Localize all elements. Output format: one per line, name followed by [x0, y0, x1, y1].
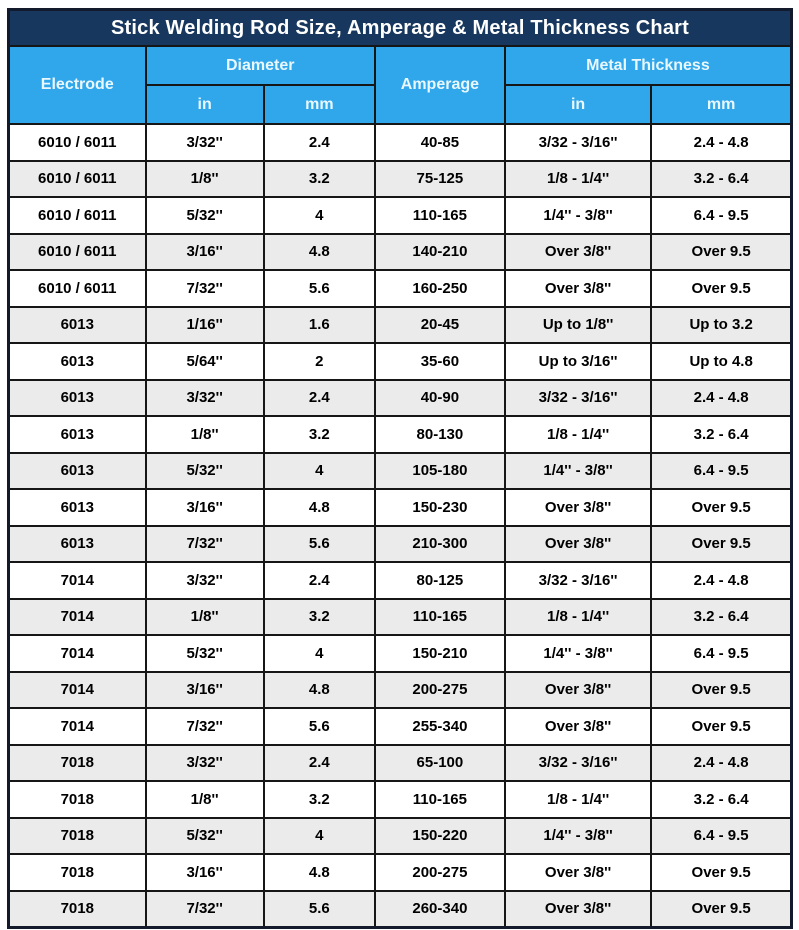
electrode-cell: 7014 [9, 708, 146, 745]
diameter-mm-cell: 4.8 [264, 489, 375, 526]
table-row [9, 672, 792, 709]
thickness-mm-cell: 2.4 - 4.8 [651, 380, 791, 417]
amperage-cell: 150-220 [375, 818, 505, 855]
electrode-cell: 7014 [9, 562, 146, 599]
table-row [9, 708, 792, 745]
diameter-mm-cell: 4.8 [264, 854, 375, 891]
electrode-cell: 7018 [9, 854, 146, 891]
diameter-in-cell: 5/64'' [146, 343, 264, 380]
thickness-mm-cell: Over 9.5 [651, 708, 791, 745]
diameter-in-cell: 3/16'' [146, 854, 264, 891]
electrode-cell: 7018 [9, 745, 146, 782]
electrode-cell: 6010 / 6011 [9, 124, 146, 161]
electrode-cell: 7018 [9, 818, 146, 855]
table-row [9, 818, 792, 855]
electrode-cell: 7014 [9, 672, 146, 709]
thickness-mm-cell: 2.4 - 4.8 [651, 562, 791, 599]
thickness-mm-cell: 3.2 - 6.4 [651, 161, 791, 198]
diameter-in-cell: 5/32'' [146, 635, 264, 672]
table-row [9, 197, 792, 234]
thickness-mm-cell: Up to 4.8 [651, 343, 791, 380]
amperage-cell: 110-165 [375, 781, 505, 818]
table-row [9, 380, 792, 417]
thickness-in-cell: Over 3/8'' [505, 526, 651, 563]
amperage-cell: 40-85 [375, 124, 505, 161]
diameter-in-cell: 7/32'' [146, 526, 264, 563]
thickness-mm-cell: Over 9.5 [651, 489, 791, 526]
diameter-in-cell: 1/8'' [146, 416, 264, 453]
thickness-in-cell: 1/8 - 1/4'' [505, 161, 651, 198]
diameter-in-cell: 3/16'' [146, 234, 264, 271]
diameter-in-cell: 5/32'' [146, 818, 264, 855]
diameter-in-cell: 1/8'' [146, 781, 264, 818]
amperage-cell: 210-300 [375, 526, 505, 563]
amperage-cell: 150-230 [375, 489, 505, 526]
amperage-cell: 160-250 [375, 270, 505, 307]
diameter-in-cell: 3/32'' [146, 380, 264, 417]
thickness-in-cell: 3/32 - 3/16'' [505, 562, 651, 599]
diameter-mm-cell: 2.4 [264, 745, 375, 782]
diameter-mm-cell: 3.2 [264, 161, 375, 198]
electrode-cell: 6013 [9, 307, 146, 344]
diameter-mm-cell: 4 [264, 453, 375, 490]
amperage-cell: 110-165 [375, 599, 505, 636]
table-row [9, 489, 792, 526]
thickness-in-cell: Up to 1/8'' [505, 307, 651, 344]
diameter-in-cell: 7/32'' [146, 708, 264, 745]
header-metal-thickness: Metal Thickness [505, 46, 792, 85]
thickness-in-cell: 1/8 - 1/4'' [505, 416, 651, 453]
diameter-in-cell: 3/32'' [146, 124, 264, 161]
header-thickness-mm: mm [651, 85, 791, 124]
electrode-cell: 6013 [9, 453, 146, 490]
electrode-cell: 6010 / 6011 [9, 161, 146, 198]
thickness-mm-cell: Over 9.5 [651, 891, 791, 928]
amperage-cell: 80-130 [375, 416, 505, 453]
electrode-cell: 7018 [9, 781, 146, 818]
diameter-mm-cell: 2.4 [264, 124, 375, 161]
table-header [9, 10, 792, 125]
header-electrode: Electrode [9, 46, 146, 124]
amperage-cell: 255-340 [375, 708, 505, 745]
diameter-in-cell: 3/16'' [146, 672, 264, 709]
table-body [9, 124, 792, 927]
thickness-mm-cell: Over 9.5 [651, 270, 791, 307]
diameter-mm-cell: 4 [264, 635, 375, 672]
diameter-mm-cell: 3.2 [264, 416, 375, 453]
table-row [9, 526, 792, 563]
thickness-mm-cell: 3.2 - 6.4 [651, 416, 791, 453]
electrode-cell: 6013 [9, 526, 146, 563]
diameter-in-cell: 1/8'' [146, 599, 264, 636]
diameter-mm-cell: 5.6 [264, 708, 375, 745]
amperage-cell: 65-100 [375, 745, 505, 782]
table-row [9, 635, 792, 672]
amperage-cell: 200-275 [375, 854, 505, 891]
electrode-cell: 7014 [9, 599, 146, 636]
amperage-cell: 260-340 [375, 891, 505, 928]
header-amperage: Amperage [375, 46, 505, 124]
electrode-cell: 6013 [9, 343, 146, 380]
thickness-in-cell: 3/32 - 3/16'' [505, 745, 651, 782]
header-diameter: Diameter [146, 46, 375, 85]
thickness-in-cell: Up to 3/16'' [505, 343, 651, 380]
electrode-cell: 7018 [9, 891, 146, 928]
electrode-cell: 6013 [9, 380, 146, 417]
electrode-cell: 6010 / 6011 [9, 234, 146, 271]
thickness-mm-cell: Over 9.5 [651, 234, 791, 271]
amperage-cell: 110-165 [375, 197, 505, 234]
thickness-in-cell: 1/4'' - 3/8'' [505, 197, 651, 234]
electrode-cell: 6010 / 6011 [9, 197, 146, 234]
thickness-mm-cell: 2.4 - 4.8 [651, 124, 791, 161]
thickness-mm-cell: Over 9.5 [651, 526, 791, 563]
table-row [9, 854, 792, 891]
header-thickness-in: in [505, 85, 651, 124]
diameter-mm-cell: 4 [264, 197, 375, 234]
diameter-in-cell: 1/16'' [146, 307, 264, 344]
diameter-mm-cell: 2 [264, 343, 375, 380]
diameter-mm-cell: 4.8 [264, 672, 375, 709]
table-row [9, 453, 792, 490]
thickness-in-cell: 1/4'' - 3/8'' [505, 635, 651, 672]
thickness-in-cell: Over 3/8'' [505, 234, 651, 271]
diameter-mm-cell: 4.8 [264, 234, 375, 271]
thickness-in-cell: Over 3/8'' [505, 854, 651, 891]
thickness-mm-cell: 6.4 - 9.5 [651, 818, 791, 855]
diameter-in-cell: 1/8'' [146, 161, 264, 198]
thickness-in-cell: 1/4'' - 3/8'' [505, 818, 651, 855]
diameter-mm-cell: 5.6 [264, 270, 375, 307]
header-diameter-in: in [146, 85, 264, 124]
thickness-mm-cell: Over 9.5 [651, 854, 791, 891]
diameter-in-cell: 3/32'' [146, 562, 264, 599]
amperage-cell: 200-275 [375, 672, 505, 709]
diameter-mm-cell: 4 [264, 818, 375, 855]
diameter-mm-cell: 5.6 [264, 526, 375, 563]
diameter-mm-cell: 1.6 [264, 307, 375, 344]
amperage-cell: 20-45 [375, 307, 505, 344]
table-row [9, 124, 792, 161]
electrode-cell: 6010 / 6011 [9, 270, 146, 307]
table-row [9, 745, 792, 782]
chart-title-row [9, 10, 792, 47]
header-diameter-mm: mm [264, 85, 375, 124]
diameter-mm-cell: 3.2 [264, 781, 375, 818]
thickness-in-cell: Over 3/8'' [505, 708, 651, 745]
table-row [9, 599, 792, 636]
thickness-in-cell: 3/32 - 3/16'' [505, 124, 651, 161]
diameter-in-cell: 3/16'' [146, 489, 264, 526]
table-row [9, 343, 792, 380]
chart-title: Stick Welding Rod Size, Amperage & Metal Thickness Chart [9, 10, 792, 47]
thickness-mm-cell: 6.4 - 9.5 [651, 453, 791, 490]
table-row [9, 270, 792, 307]
thickness-mm-cell: 2.4 - 4.8 [651, 745, 791, 782]
electrode-cell: 6013 [9, 416, 146, 453]
electrode-cell: 6013 [9, 489, 146, 526]
amperage-cell: 40-90 [375, 380, 505, 417]
amperage-cell: 75-125 [375, 161, 505, 198]
table-row [9, 416, 792, 453]
thickness-mm-cell: 6.4 - 9.5 [651, 635, 791, 672]
welding-rod-chart-table [7, 8, 793, 929]
thickness-in-cell: Over 3/8'' [505, 672, 651, 709]
diameter-in-cell: 7/32'' [146, 270, 264, 307]
thickness-in-cell: 1/8 - 1/4'' [505, 599, 651, 636]
diameter-mm-cell: 2.4 [264, 380, 375, 417]
diameter-mm-cell: 5.6 [264, 891, 375, 928]
table-row [9, 891, 792, 928]
diameter-in-cell: 3/32'' [146, 745, 264, 782]
table-row [9, 161, 792, 198]
thickness-mm-cell: 3.2 - 6.4 [651, 781, 791, 818]
diameter-mm-cell: 2.4 [264, 562, 375, 599]
amperage-cell: 80-125 [375, 562, 505, 599]
thickness-mm-cell: Over 9.5 [651, 672, 791, 709]
table-row [9, 234, 792, 271]
table-row [9, 781, 792, 818]
header-group-row [9, 46, 792, 85]
amperage-cell: 150-210 [375, 635, 505, 672]
amperage-cell: 35-60 [375, 343, 505, 380]
thickness-in-cell: Over 3/8'' [505, 270, 651, 307]
table-row [9, 307, 792, 344]
amperage-cell: 140-210 [375, 234, 505, 271]
diameter-mm-cell: 3.2 [264, 599, 375, 636]
thickness-mm-cell: 3.2 - 6.4 [651, 599, 791, 636]
diameter-in-cell: 7/32'' [146, 891, 264, 928]
diameter-in-cell: 5/32'' [146, 197, 264, 234]
diameter-in-cell: 5/32'' [146, 453, 264, 490]
thickness-in-cell: Over 3/8'' [505, 489, 651, 526]
thickness-mm-cell: 6.4 - 9.5 [651, 197, 791, 234]
amperage-cell: 105-180 [375, 453, 505, 490]
thickness-in-cell: 1/4'' - 3/8'' [505, 453, 651, 490]
thickness-in-cell: 3/32 - 3/16'' [505, 380, 651, 417]
table-row [9, 562, 792, 599]
thickness-in-cell: 1/8 - 1/4'' [505, 781, 651, 818]
electrode-cell: 7014 [9, 635, 146, 672]
thickness-in-cell: Over 3/8'' [505, 891, 651, 928]
thickness-mm-cell: Up to 3.2 [651, 307, 791, 344]
